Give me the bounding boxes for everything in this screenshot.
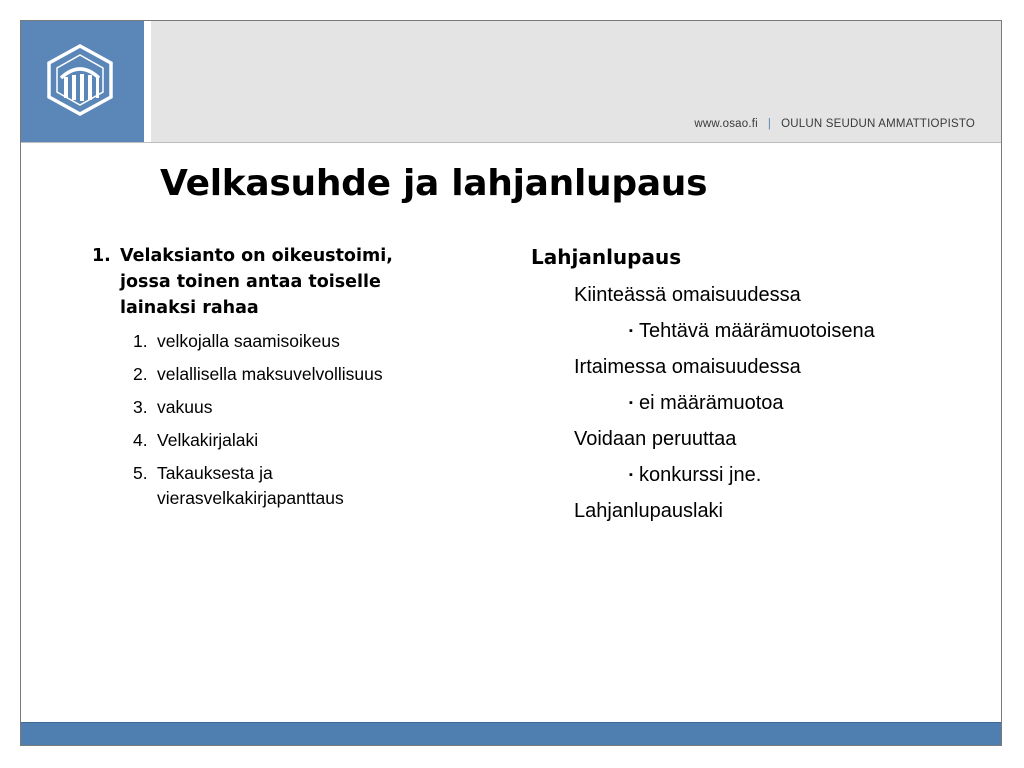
sub-list xyxy=(92,329,432,511)
website-link[interactable]: www.osao.fi xyxy=(694,118,758,130)
sub-item-number: 4. xyxy=(133,430,148,450)
sub-list-item xyxy=(133,461,432,511)
footer-band xyxy=(21,722,1002,746)
header-separator: | xyxy=(767,118,772,130)
level3-item-text: Tehtävä määrämuotoisena xyxy=(639,320,875,342)
sub-list-item xyxy=(133,329,432,354)
right-heading: Lahjanlupaus xyxy=(531,245,682,269)
left-column xyxy=(92,243,432,519)
sub-item-text: velallisella maksuvelvollisuus xyxy=(157,364,383,384)
sub-item-text: Takauksesta ja vierasvelkakirjapanttaus xyxy=(157,463,344,508)
sub-item-number: 2. xyxy=(133,364,148,384)
sub-item-text: velkojalla saamisoikeus xyxy=(157,331,340,351)
sub-list-item xyxy=(133,428,432,453)
sub-list-item xyxy=(133,362,432,387)
sub-item-number: 3. xyxy=(133,397,148,417)
level3-item xyxy=(629,389,889,417)
level3-item xyxy=(629,461,889,489)
level3-item-text: konkurssi jne. xyxy=(639,464,762,486)
main-item-text: Velaksianto on oikeustoimi, jossa toinen antaa toiselle lainaksi rahaa xyxy=(120,246,393,318)
main-list-item xyxy=(92,243,432,321)
sub-list-item xyxy=(133,395,432,420)
square-bullet-icon: ▪ xyxy=(629,469,633,481)
level3-item xyxy=(629,317,889,345)
logo-gap xyxy=(144,21,151,142)
sub-item-text: vakuus xyxy=(157,397,213,417)
level2-item: Kiinteässä omaisuudessa xyxy=(574,284,801,306)
level2-item: Irtaimessa omaisuudessa xyxy=(574,356,801,378)
organization-name: OULUN SEUDUN AMMATTIOPISTO xyxy=(781,118,975,130)
level3-item-text: ei määrämuotoa xyxy=(639,392,784,414)
square-bullet-icon: ▪ xyxy=(629,325,633,337)
header-text xyxy=(694,118,975,130)
right-column xyxy=(531,243,971,533)
logo-block xyxy=(21,21,144,142)
sub-item-number: 1. xyxy=(133,331,148,351)
header-divider xyxy=(21,142,1002,143)
slide-title: Velkasuhde ja lahjanlupaus xyxy=(160,163,708,204)
main-item-number: 1. xyxy=(92,246,111,266)
sub-item-number: 5. xyxy=(133,463,148,483)
osao-columns-logo-icon xyxy=(47,44,113,116)
level2-item: Voidaan peruuttaa xyxy=(574,428,737,450)
level2-item: Lahjanlupauslaki xyxy=(574,500,724,522)
sub-item-text: Velkakirjalaki xyxy=(157,430,259,450)
square-bullet-icon: ▪ xyxy=(629,397,633,409)
